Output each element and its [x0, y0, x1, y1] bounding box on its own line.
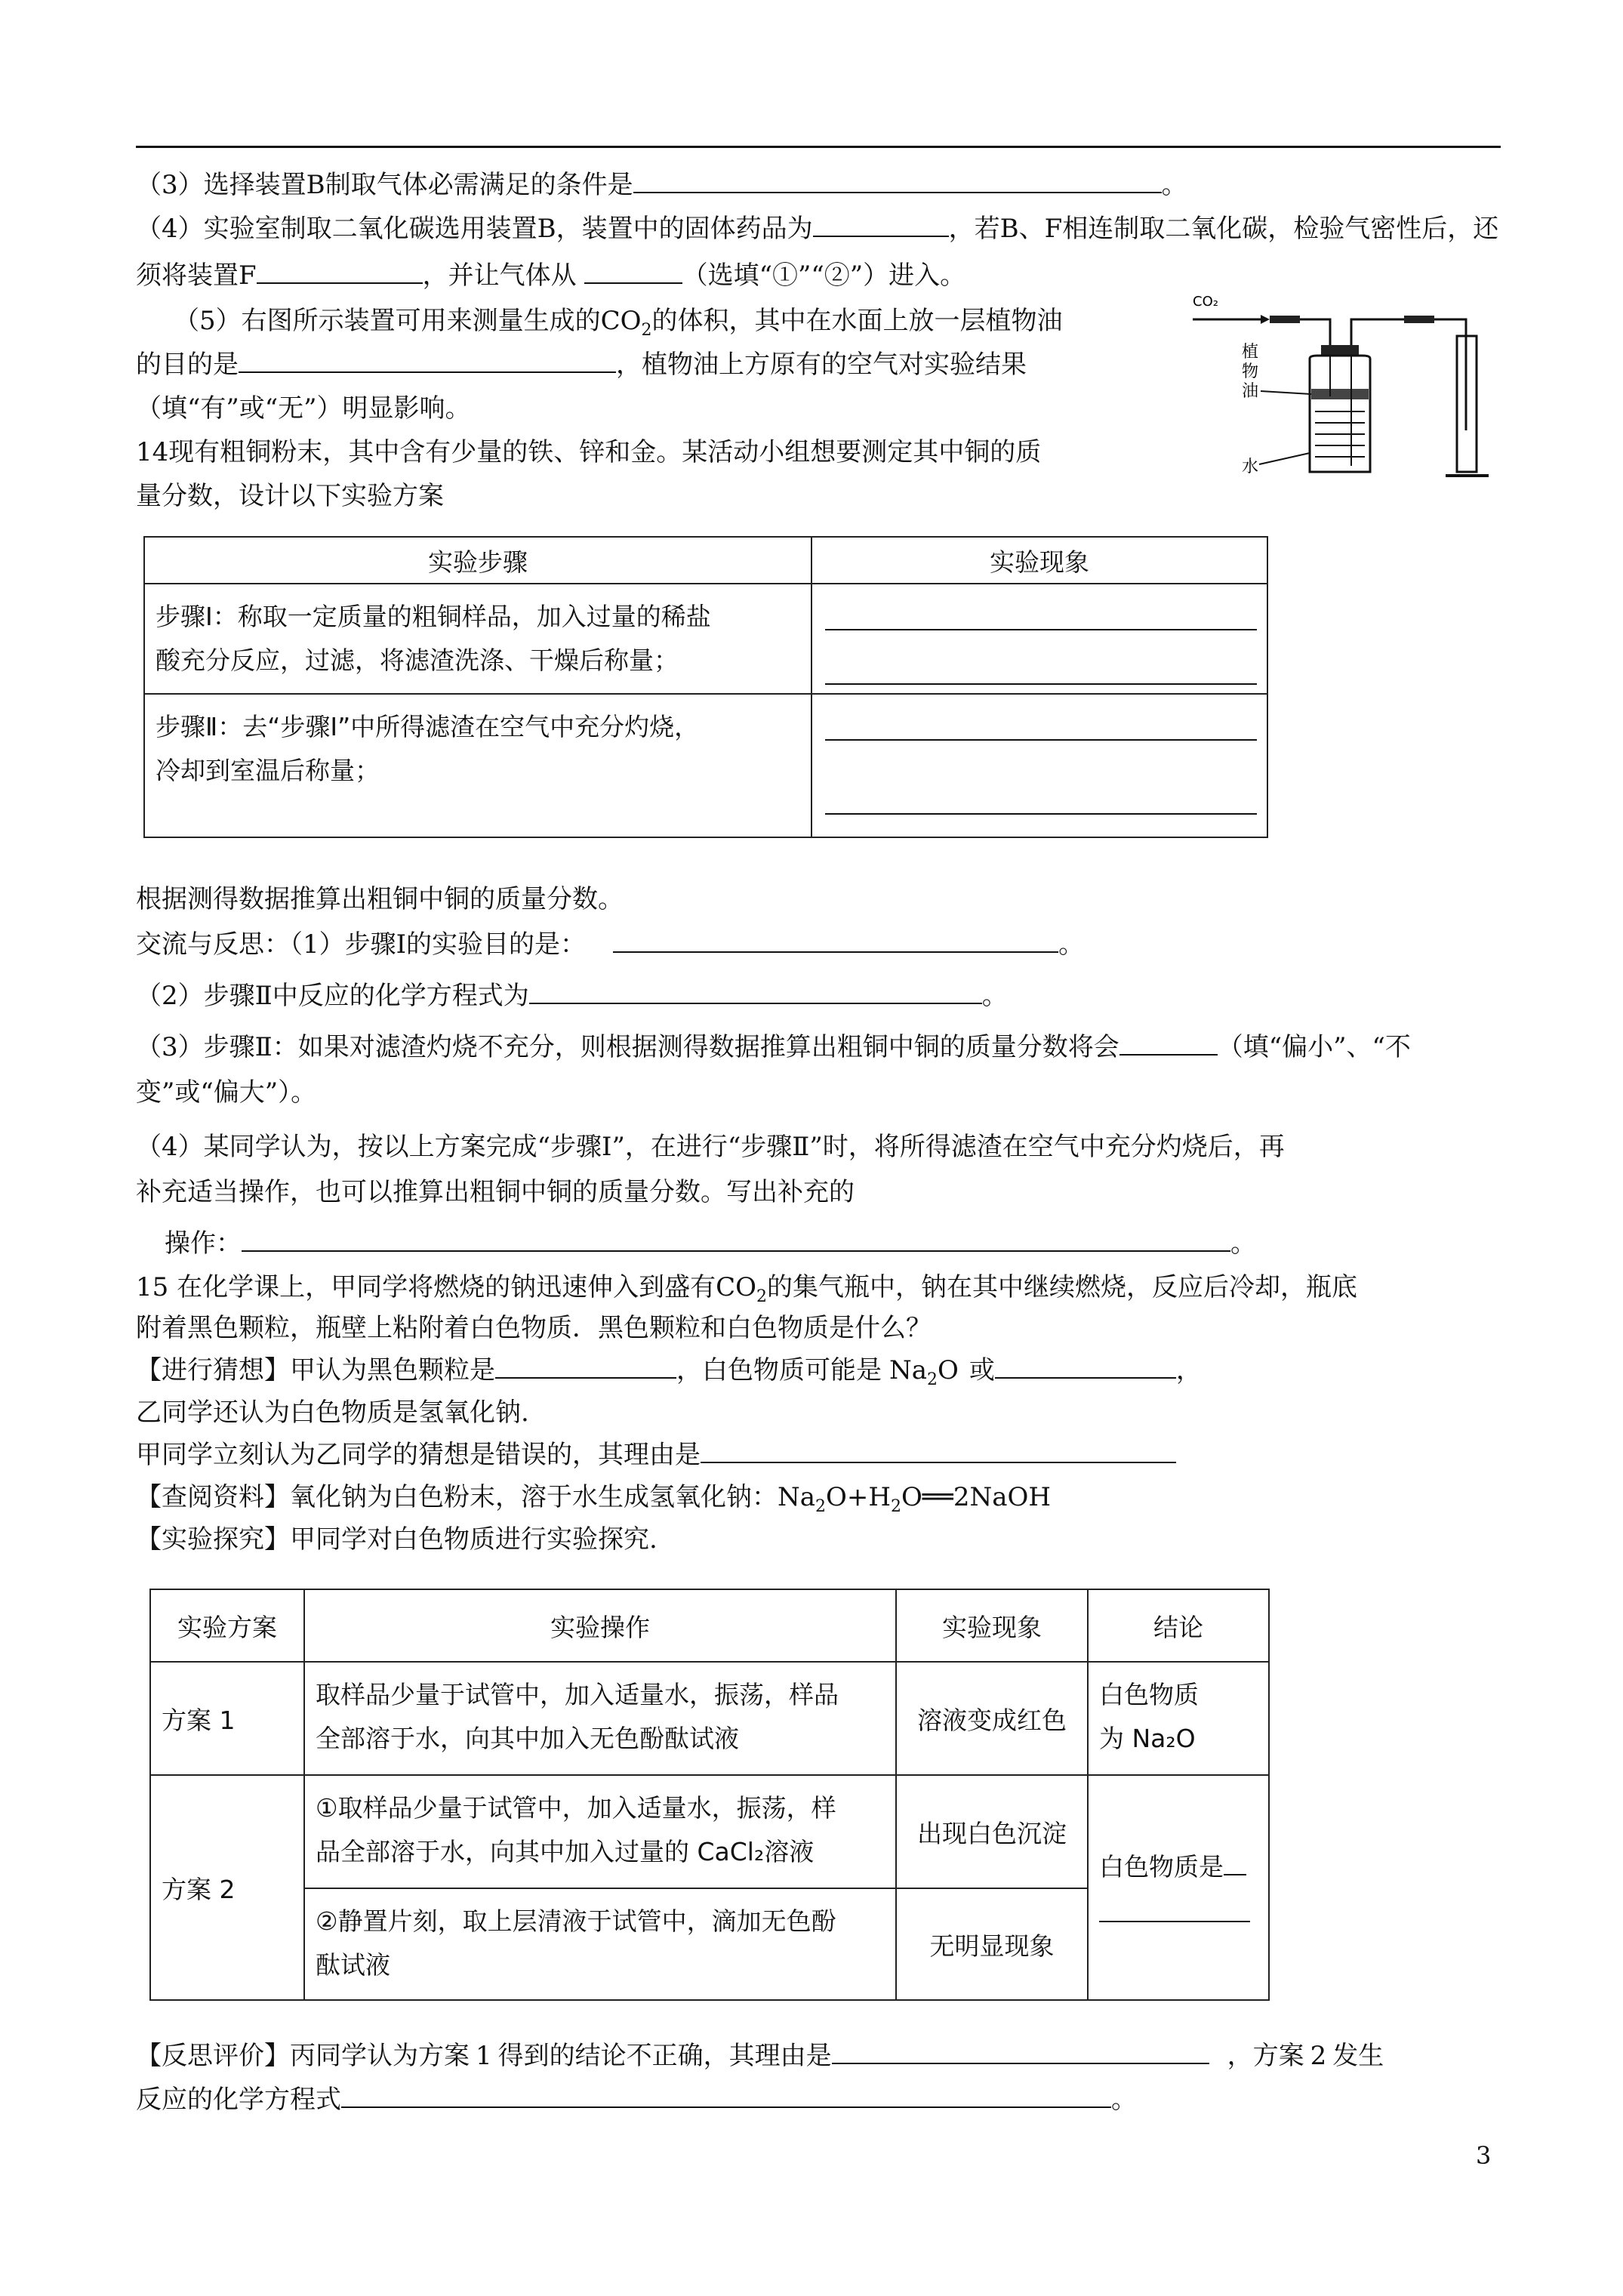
answer-blank[interactable]	[832, 2040, 1209, 2064]
q13-part3	[136, 168, 1187, 202]
q15-explore	[136, 1522, 658, 1557]
text: 2	[756, 1287, 767, 1306]
answer-blank[interactable]	[825, 656, 1257, 685]
text: 白色物质是	[1099, 1851, 1224, 1881]
answer-cell	[812, 584, 1267, 694]
text: O══2NaOH	[901, 1482, 1052, 1512]
text: （5）右图所示装置可用来测量生成的	[174, 306, 601, 336]
text: 的目的是	[136, 350, 239, 380]
text: 【查阅资料】氧化钠为白色粉末，溶于水生成氢氧化钠：	[136, 1482, 778, 1512]
table-cell: 方案 1	[150, 1662, 304, 1775]
text: 。	[1230, 1228, 1256, 1259]
text: 须将装置F	[136, 260, 257, 291]
text: 制取气体必需满足的条件是	[325, 170, 633, 200]
q14-reflection-3-line2	[136, 1075, 316, 1110]
co2-label: CO₂	[1193, 294, 1218, 310]
oil-pointer	[1261, 391, 1311, 394]
text: 1	[476, 2041, 492, 2071]
text: 补充适当操作，也可以推算出粗铜中铜的质量分数。写出补充的	[136, 1177, 855, 1207]
answer-blank[interactable]	[1224, 1851, 1246, 1875]
text: 变”或“偏大”）。	[136, 1077, 317, 1108]
text: Na	[889, 1355, 928, 1385]
arrow-head	[1261, 315, 1270, 324]
table-header: 结论	[1088, 1589, 1269, 1662]
text: ，方案	[1227, 2041, 1304, 2071]
table-header: 实验方案	[150, 1589, 304, 1662]
oil-label: 植	[1242, 343, 1259, 362]
table-cell	[144, 694, 812, 837]
oil-label: 物	[1242, 362, 1259, 381]
text: O	[938, 1355, 959, 1385]
answer-blank[interactable]	[257, 260, 423, 284]
text: 的体积，其中在水面上放一层植物油	[651, 306, 1063, 336]
q15-guess	[136, 1353, 1202, 1398]
answer-blank[interactable]	[242, 1228, 1230, 1252]
answer-blank[interactable]	[825, 712, 1257, 741]
text: （3）步骤Ⅱ：如果对滤渣灼烧不充分，则根据测得数据推算出粗铜中铜的质量分数将会	[136, 1032, 1119, 1062]
q13-part4-line2	[136, 258, 965, 293]
text: CO	[600, 306, 642, 336]
text: 2	[815, 1496, 827, 1516]
answer-blank[interactable]	[1099, 1898, 1250, 1922]
answer-blank[interactable]	[529, 980, 982, 1004]
table-cell	[1088, 1775, 1269, 2000]
q13-part4-line1	[136, 211, 1498, 246]
rubber-tube	[1270, 316, 1300, 323]
q15-reason	[136, 1438, 1176, 1472]
text: ，白色物质可能是	[676, 1355, 882, 1385]
text	[1099, 1848, 1267, 1883]
table-cell	[304, 1888, 896, 2000]
answer-blank[interactable]	[1119, 1031, 1218, 1056]
text: 。	[1161, 170, 1187, 200]
text: 步骤Ⅱ：去“步骤Ⅰ”中所得滤渣在空气中充分灼烧，	[156, 712, 700, 741]
text: O+H	[826, 1482, 892, 1512]
text: 发生	[1332, 2041, 1384, 2071]
table-cell	[304, 1662, 896, 1775]
table-header: 实验步骤	[144, 537, 812, 584]
text: ，	[1175, 1355, 1202, 1385]
answer-blank[interactable]	[633, 169, 1162, 193]
table-cell: 方案 2	[150, 1775, 304, 2000]
q14-reflection-3-line1	[136, 1030, 1411, 1065]
gas-volume-apparatus-figure	[1185, 291, 1510, 487]
q15-line-b	[136, 1395, 529, 1430]
text: 量分数，设计以下实验方案	[136, 481, 444, 511]
oil-label: 油	[1242, 382, 1259, 401]
answer-blank[interactable]	[825, 786, 1257, 815]
header-rule	[136, 146, 1501, 148]
text: 2	[927, 1370, 938, 1389]
q14-intro-line2	[136, 479, 444, 513]
text: （填“偏小”、“不	[1217, 1032, 1411, 1062]
text: 【实验探究】甲同学对白色物质进行实验探究.	[136, 1524, 658, 1555]
text: CO	[716, 1272, 756, 1302]
text: 全部溶于水，向其中加入无色酚酞试液	[316, 1724, 739, 1753]
answer-blank[interactable]	[613, 929, 1058, 953]
text: 2	[641, 320, 652, 340]
table-header: 实验操作	[304, 1589, 896, 1662]
q13-part5-line2	[136, 347, 1027, 382]
text: 冷却到室温后称量；	[156, 756, 380, 785]
q15-evaluation-line1	[136, 2039, 1384, 2073]
text: 品全部溶于水，向其中加入过量的 CaCl₂溶液	[316, 1837, 815, 1866]
text: 或	[969, 1355, 995, 1385]
q14-reflection-4-line3	[165, 1226, 1256, 1261]
answer-blank[interactable]	[584, 260, 682, 284]
text: 的集气瓶中，钠在其中继续燃烧，反应后冷却，瓶底	[766, 1272, 1357, 1302]
water	[1315, 411, 1365, 457]
text: ，并让气体从	[422, 260, 577, 291]
text: 2	[1310, 2041, 1327, 2071]
table-cell	[304, 1775, 896, 1888]
answer-blank[interactable]	[995, 1354, 1176, 1379]
text: ，植物油上方原有的空气对实验结果	[616, 350, 1027, 380]
text: 得到的结论不正确，其理由是	[497, 2041, 832, 2071]
water-label: 水	[1242, 458, 1259, 476]
answer-blank[interactable]	[341, 2084, 1111, 2108]
text: 反应的化学方程式	[136, 2085, 341, 2115]
text: 甲同学立刻认为乙同学的猜想是错误的，其理由是	[136, 1440, 701, 1470]
q14-intro-line1	[136, 435, 1041, 470]
text: （4）某同学认为，按以上方案完成“步骤Ⅰ”，在进行“步骤Ⅱ”时，将所得滤渣在空气中充分灼烧后，再	[136, 1132, 1285, 1162]
q15-reference	[136, 1480, 1051, 1524]
text: ，若B、F相连制取二氧化碳，检验气密性后，还	[948, 214, 1499, 244]
table-header: 实验现象	[896, 1589, 1088, 1662]
answer-blank[interactable]	[813, 213, 949, 237]
text: （填“有”或“无”）明显影响。	[136, 393, 471, 424]
table-cell: 溶液变成红色	[896, 1662, 1088, 1775]
stopper	[1321, 345, 1359, 356]
text: 。	[981, 981, 1008, 1011]
text: 。	[1111, 2085, 1137, 2115]
water-pointer	[1259, 453, 1310, 464]
answer-blank[interactable]	[701, 1439, 1176, 1463]
q14-reflection-2	[136, 978, 1008, 1013]
table-cell	[144, 584, 812, 694]
answer-blank[interactable]	[825, 602, 1257, 630]
text: 15 在化学课上，甲同学将燃烧的钠迅速伸入到盛有	[136, 1272, 716, 1302]
oil-layer	[1311, 389, 1369, 399]
text: ②静置片刻，取上层清液于试管中，滴加无色酚	[316, 1906, 836, 1936]
q14-after-table	[136, 882, 624, 917]
table-header: 实验现象	[812, 537, 1267, 584]
text: 14现有粗铜粉末，其中含有少量的铁、锌和金。某活动小组想要测定其中铜的质	[136, 437, 1042, 467]
answer-cell	[812, 694, 1267, 837]
text: （选填“①”“②”）进入。	[682, 260, 966, 291]
text: Na	[778, 1482, 816, 1512]
text: 2	[891, 1496, 902, 1516]
text: 。	[1058, 929, 1085, 960]
q15-line1	[136, 1270, 1357, 1314]
q14-experiment-table	[143, 536, 1268, 838]
text: 【反思评价】丙同学认为方案	[136, 2041, 470, 2071]
text: 乙同学还认为白色物质是氢氧化钠.	[136, 1398, 529, 1428]
text: 酸充分反应，过滤，将滤渣洗涤、干燥后称量；	[156, 646, 679, 675]
text: 酞试液	[316, 1950, 390, 1980]
answer-blank[interactable]	[495, 1354, 676, 1379]
text: 取样品少量于试管中，加入适量水，振荡，样品	[316, 1680, 839, 1709]
text: （2）步骤Ⅱ中反应的化学方程式为	[136, 981, 529, 1011]
q15-line2	[136, 1311, 932, 1345]
q15-experiment-table	[149, 1589, 1270, 2001]
text: 【进行猜想】甲认为黑色颗粒是	[136, 1355, 495, 1385]
text: B	[306, 170, 325, 200]
text: 步骤Ⅰ：称取一定质量的粗铜样品，加入过量的稀盐	[156, 602, 711, 631]
text: 白色物质	[1099, 1680, 1199, 1709]
outlet-tube	[1351, 319, 1404, 351]
q14-reflection-4-line1	[136, 1130, 1285, 1164]
text: 根据测得数据推算出粗铜中铜的质量分数。	[136, 884, 624, 914]
text: 附着黑色颗粒，瓶壁上粘附着白色物质．黑色颗粒和白色物质是什么？	[136, 1313, 932, 1343]
table-cell	[1088, 1662, 1269, 1775]
text: 操作：	[165, 1228, 242, 1259]
q15-evaluation-line2	[136, 2082, 1137, 2117]
q13-part5-line3	[136, 391, 471, 426]
q14-reflection-1	[136, 927, 1084, 962]
rubber-tube	[1404, 316, 1434, 323]
text: （3）选择装置	[136, 170, 306, 200]
bottle	[1310, 356, 1370, 472]
q14-reflection-4-line2	[136, 1175, 855, 1210]
q13-part5-line1	[174, 304, 1063, 348]
text: ①取样品少量于试管中，加入适量水，振荡，样	[316, 1793, 836, 1823]
text: 为 Na₂O	[1099, 1724, 1196, 1753]
answer-blank[interactable]	[239, 349, 616, 373]
page-number: 3	[1476, 2141, 1492, 2170]
text: 交流与反思：（1）步骤Ⅰ的实验目的是：	[136, 929, 587, 960]
table-cell: 无明显现象	[896, 1888, 1088, 2000]
table-cell: 出现白色沉淀	[896, 1775, 1088, 1888]
text: （4）实验室制取二氧化碳选用装置B，装置中的固体药品为	[136, 214, 813, 244]
